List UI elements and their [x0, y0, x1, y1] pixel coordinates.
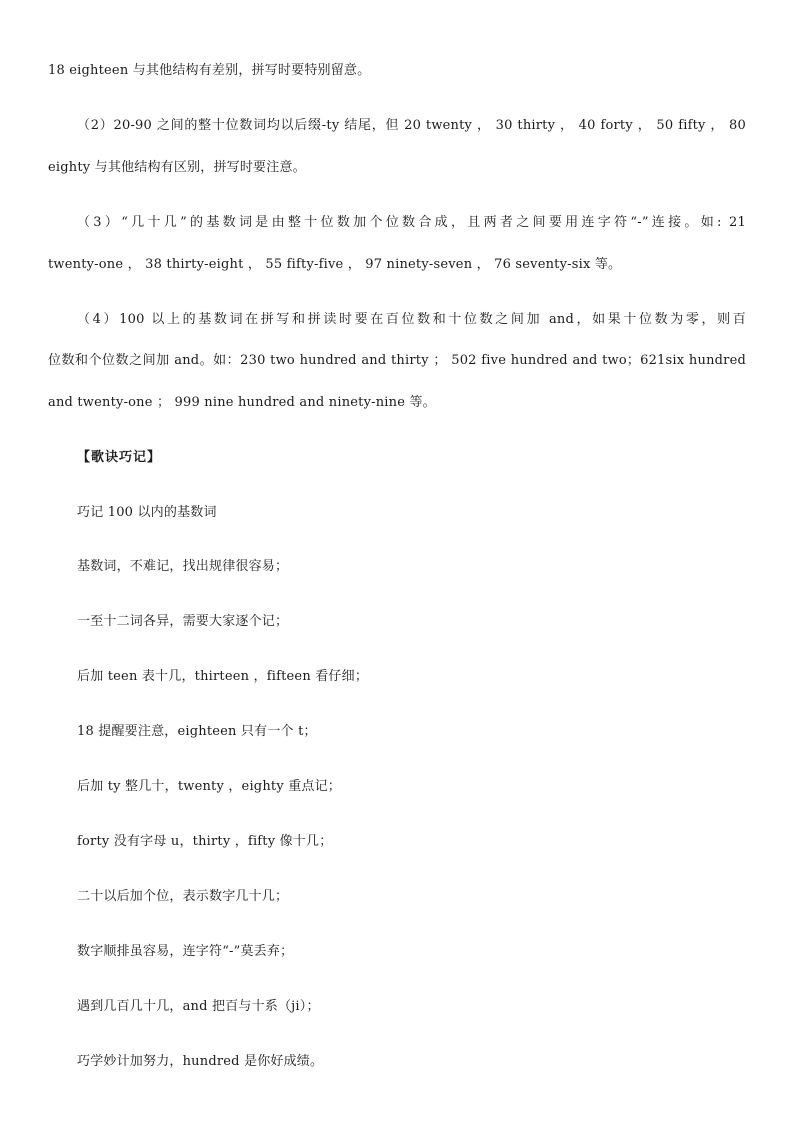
poem-line: 一至十二词各异，需要大家逐个记；: [77, 614, 289, 629]
poem-line: 基数词，不难记，找出规律很容易；: [77, 559, 289, 574]
poem-line: 二十以后加个位，表示数字几十几；: [77, 889, 289, 904]
poem-line: 数字顺排虽容易，连字符“-”莫丢弃；: [77, 944, 294, 959]
poem-line: forty 没有字母 u，thirty ，fifty 像十几；: [77, 834, 333, 849]
paragraph-2-line-2: eighty 与其他结构有区别，拼写时要注意。: [48, 160, 306, 175]
paragraph-3-line-1: （3）“几十几”的基数词是由整十位数加个位数合成，且两者之间要用连字符“-”连接。如: 21: [77, 215, 746, 230]
poem-line: 18 提醒要注意，eighteen 只有一个 t；: [77, 724, 317, 739]
paragraph-3-line-2: twenty-one ， 38 thirty-eight ， 55 fifty-five ， 97 ninety-seven ， 76 seventy-six 等。: [48, 257, 622, 272]
paragraph-4-line-3: and twenty-one ； 999 nine hundred and ninety-nine 等。: [48, 395, 436, 410]
poem-line: 后加 teen 表十几，thirteen ，fifteen 看仔细；: [77, 669, 369, 684]
paragraph-2-line-1: （2）20-90 之间的整十位数词均以后缀-ty 结尾，但 20 twenty ， 30 thirty ， 40 forty ， 50 fifty ， 80: [77, 118, 746, 133]
poem-title: 巧记 100 以内的基数词: [77, 505, 217, 520]
poem-line: 遇到几百几十几，and 把百与十系（ji）；: [77, 999, 320, 1014]
paragraph-1-tail: 18 eighteen 与其他结构有差别，拼写时要特别留意。: [48, 63, 371, 78]
paragraph-4-line-1: （4）100 以上的基数词在拼写和拼读时要在百位数和十位数之间加 and，如果十位数为零，则百: [77, 312, 746, 327]
poem-line: 后加 ty 整几十，twenty ，eighty 重点记；: [77, 779, 341, 794]
poem-line: 巧学妙计加努力，hundred 是你好成绩。: [77, 1054, 324, 1069]
paragraph-4-line-2: 位数和个位数之间加 and。如：230 two hundred and thirty ； 502 five hundred and two；621six hundred: [48, 353, 746, 368]
section-heading: 【歌诀巧记】: [77, 450, 162, 465]
